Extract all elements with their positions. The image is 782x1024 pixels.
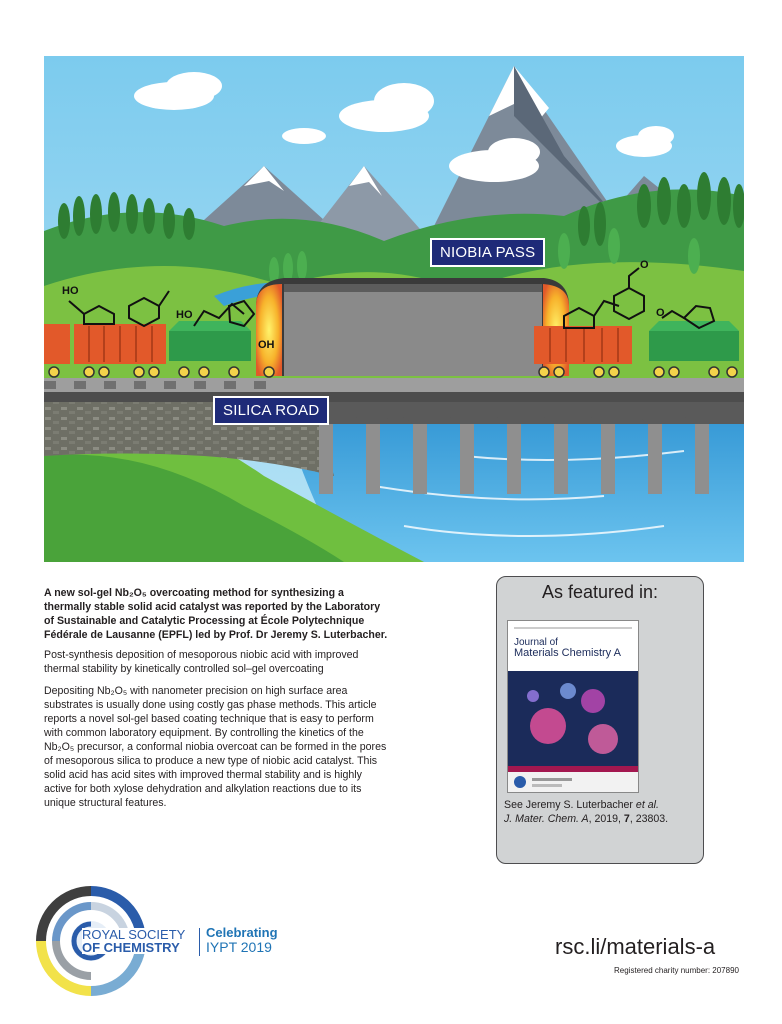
chem-label-o-1: O	[640, 259, 649, 271]
rail-track	[44, 378, 744, 392]
citation-etal: et al.	[635, 799, 659, 811]
train-left	[44, 321, 251, 364]
headline: A new sol-gel Nb₂O₅ overcoating method for synthesizing a thermally stable solid acid catalyst was reported by the Laboratory of Sustainable and Catalytic Processing at École Polytechnique Fédérale de Lausanne (EPFL) led by Prof. Dr Jeremy S. Luterbacher.	[44, 587, 388, 641]
citation	[504, 798, 699, 826]
cover-illustration	[44, 56, 744, 562]
journal-cover-thumbnail[interactable]	[507, 620, 639, 793]
journal-title-line1: Journal of	[514, 637, 558, 648]
article-title: Post-synthesis deposition of mesoporous niobic acid with improved thermal stability by kinetically controlled sol–gel overcoating	[44, 649, 359, 675]
citation-journal: J. Mater. Chem. A	[504, 813, 589, 825]
featured-heading: As featured in:	[541, 582, 659, 602]
charity-number: Registered charity number: 207890	[614, 966, 739, 975]
citation-volume: 7	[623, 813, 630, 825]
rsc-name-line1: ROYAL SOCIETY	[82, 927, 186, 942]
citation-year: , 2019,	[588, 813, 624, 825]
chem-label-oh: OH	[258, 339, 275, 351]
tunnel	[256, 278, 569, 376]
journal-url-link[interactable]: rsc.li/materials-a	[555, 934, 716, 959]
sign-silica-road: SILICA ROAD	[213, 396, 329, 425]
journal-title-line2: Materials Chemistry A	[514, 647, 621, 659]
rsc-iypt-logo	[36, 886, 306, 996]
chem-label-o-2: O	[656, 307, 665, 319]
iypt-label: IYPT 2019	[206, 939, 272, 955]
article-summary	[44, 586, 390, 810]
sign-niobia-pass: NIOBIA PASS	[430, 238, 545, 267]
chem-label-ho-2: HO	[176, 309, 193, 321]
citation-prefix: See Jeremy S. Luterbacher	[504, 799, 633, 811]
celebrating-label: Celebrating	[206, 925, 278, 940]
citation-pages: , 23803.	[629, 813, 669, 825]
chem-label-ho-1: HO	[62, 285, 79, 297]
rsc-name-line2: OF CHEMISTRY	[82, 940, 180, 955]
logo-divider	[199, 928, 200, 956]
abstract: Depositing Nb₂O₅ with nanometer precision on high surface area substrates is usually done using costly gas phase methods. This article reports a novel sol-gel based coating technique that is easy to perform with common laboratory equipment. By controlling the kinetics of the Nb₂O₅ precursor, a conformal niobia overcoat can be formed in the pores of mesoporous silica to produce a new type of niobic acid catalyst. This solid acid has acid sites with improved thermal stability and is highly active for both xylose dehydration and alkylation reactions due to its unique structural features.	[44, 685, 387, 809]
